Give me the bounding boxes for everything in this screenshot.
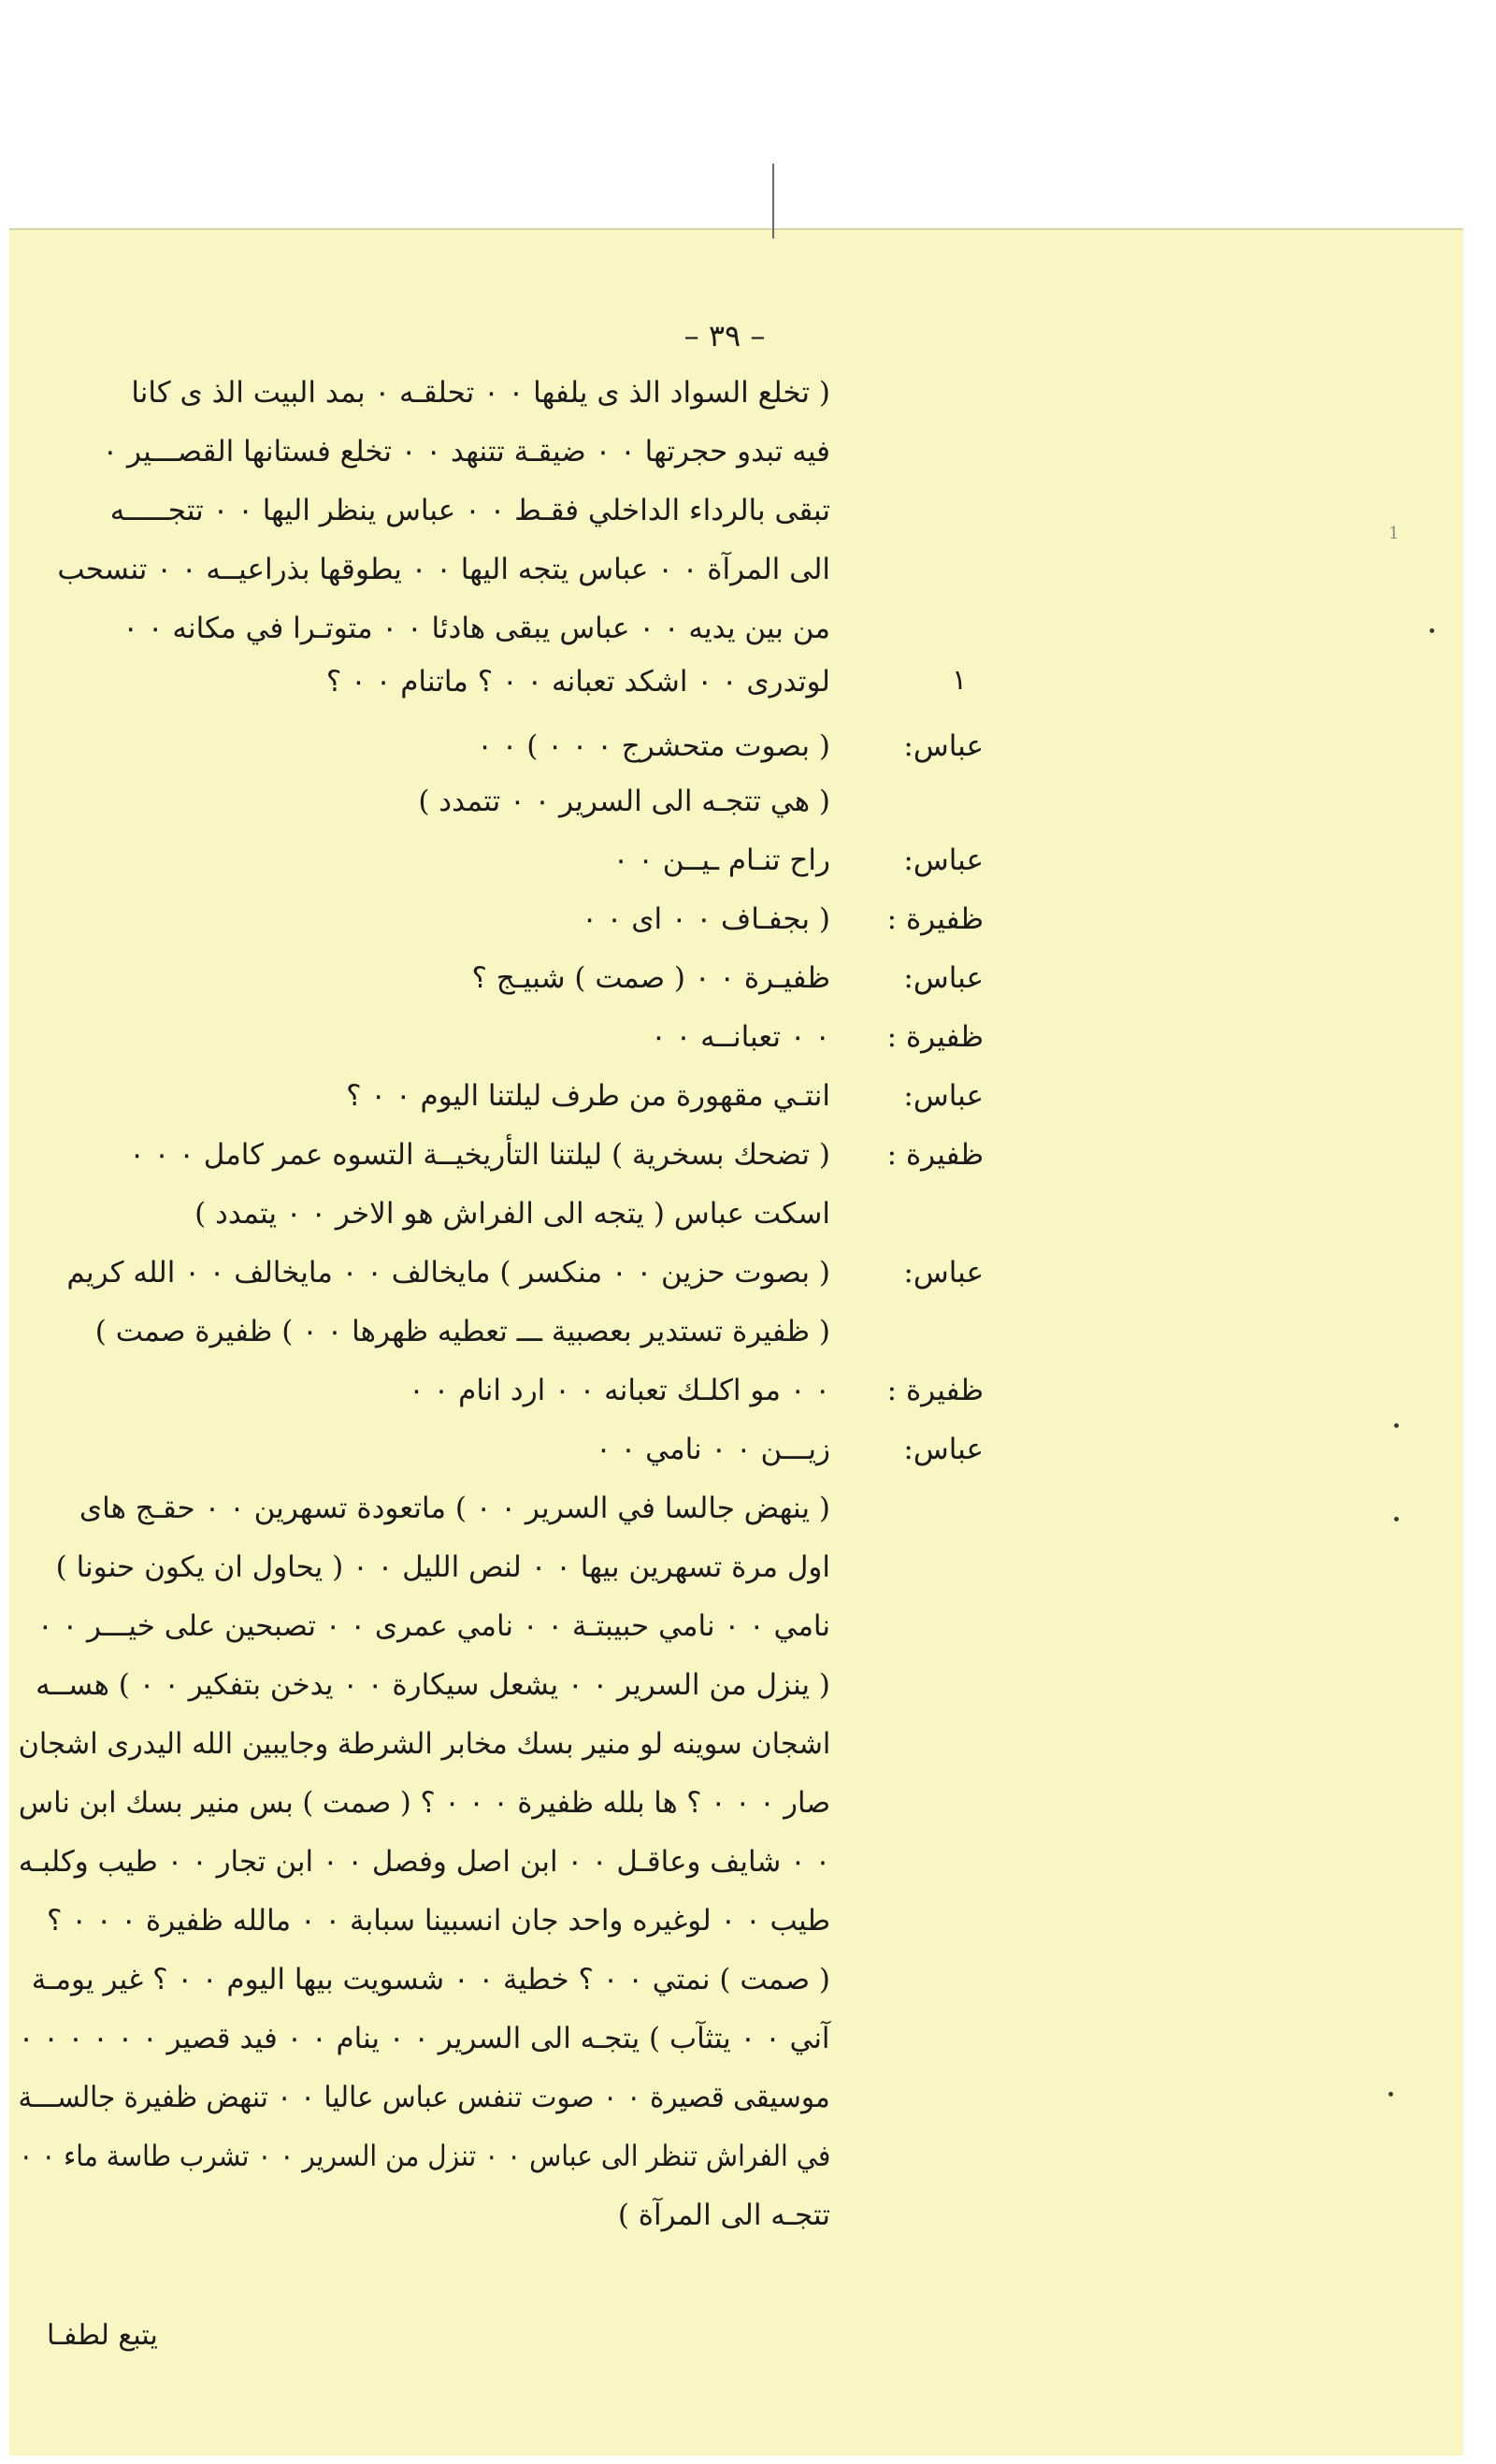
text-line: ٠ ٠ شايف وعاقـل ٠ ٠ ابن اصل وفصل ٠ ٠ ابن تجار ٠ ٠ طيب وكلبـه bbox=[18, 1845, 830, 1879]
speaker-label: عباس: bbox=[903, 843, 984, 877]
speaker-label: عباس: bbox=[903, 729, 984, 763]
text-line: اول مرة تسهرين بيها ٠ ٠ لنص الليل ٠ ٠ ( يحاول ان يكون حنونا ) bbox=[55, 1550, 830, 1584]
speaker-label: ظفيرة : bbox=[886, 1020, 984, 1054]
text-line: ( ينزل من السرير ٠ ٠ يشعل سيكارة ٠ ٠ يدخن بتفكير ٠ ٠ ) هســه bbox=[36, 1668, 830, 1702]
text-line: ( بجفـاف ٠ ٠ اى ٠ ٠ bbox=[582, 902, 830, 936]
speaker-label: عباس: bbox=[903, 1433, 984, 1466]
text-line: ظفيـرة ٠ ٠ ( صمت ) شبيـج ؟ bbox=[471, 961, 830, 995]
page-number: – ٣٩ – bbox=[683, 318, 766, 353]
text-line: فيه تبدو حجرتها ٠ ٠ ضيقـة تتنهد ٠ ٠ تخلع فستانها القصـــير ٠ bbox=[102, 435, 830, 468]
speaker-label: ظفيرة : bbox=[886, 1374, 984, 1407]
text-line: تبقى بالرداء الداخلي فقـط ٠ ٠ عباس ينظر اليها ٠ ٠ تتجـــــه bbox=[109, 494, 830, 527]
speaker-label: عباس: bbox=[903, 1256, 984, 1290]
text-line: راح تنـام ـيــن ٠ ٠ bbox=[612, 843, 830, 877]
text-line: صار ٠ ٠ ٠ ؟ ها بلله ظفيرة ٠ ٠ ٠ ؟ ( صمت ) بس منير بسك ابن ناس bbox=[18, 1786, 830, 1820]
margin-digit: ١ bbox=[952, 664, 968, 697]
text-line: لوتدرى ٠ ٠ اشكد تعبانه ٠ ٠ ؟ ماتنام ٠ ٠ ؟ bbox=[325, 665, 830, 699]
margin-digit-small: 1 bbox=[1388, 524, 1400, 543]
text-line: آني ٠ ٠ يتثآب ) يتجـه الى السرير ٠ ٠ ينام ٠ ٠ فيد قصير ٠ ٠ ٠ ٠ ٠ ٠ bbox=[19, 2022, 830, 2055]
text-line: ( ظفيرة تستدير بعصبية ـــ تعطيه ظهرها ٠ ٠ ) ظفيرة صمت ) bbox=[94, 1315, 830, 1348]
text-line: ( ينهض جالسا في السرير ٠ ٠ ) ماتعودة تسهرين ٠ ٠ حقـج هاى bbox=[79, 1491, 830, 1525]
text-line: اسكت عباس ( يتجه الى الفراش هو الاخر ٠ ٠ يتمدد ) bbox=[194, 1197, 830, 1231]
text-line: الى المرآة ٠ ٠ عباس يتجه اليها ٠ ٠ يطوقها بذراعيــه ٠ ٠ تنسحب bbox=[57, 553, 830, 586]
text-line: ( هي تتجـه الى السرير ٠ ٠ تتمدد ) bbox=[418, 785, 830, 818]
text-line: زيـــن ٠ ٠ نامي ٠ ٠ bbox=[596, 1433, 830, 1466]
text-line: اشجان سوينه لو منير بسك مخابر الشرطة وجايبين الله اليدرى اشجان bbox=[18, 1727, 830, 1761]
text-line: موسيقى قصيرة ٠ ٠ صوت تنفس عباس عاليا ٠ ٠ تنهض ظفيرة جالســـة bbox=[18, 2081, 830, 2114]
speaker-label: عباس: bbox=[903, 1079, 984, 1113]
text-line: من بين يديه ٠ ٠ عباس يبقى هادئا ٠ ٠ متوتـرا في مكانه ٠ ٠ bbox=[122, 612, 830, 645]
text-line: طيب ٠ ٠ لوغيره واحد جان انسبينا سبابة ٠ ٠ مالله ظفيرة ٠ ٠ ٠ ؟ bbox=[47, 1904, 830, 1938]
text-line: تتجـه الى المرآة ) bbox=[617, 2198, 830, 2232]
speaker-label: عباس: bbox=[903, 961, 984, 995]
text-line: ٠ ٠ مو اكلـك تعبانه ٠ ٠ ارد انام ٠ ٠ bbox=[409, 1374, 830, 1407]
text-line: نامي ٠ ٠ نامي حبيبتـة ٠ ٠ نامي عمرى ٠ ٠ تصبحين على خيـــر ٠ ٠ bbox=[36, 1609, 830, 1643]
text-line: ( بصوت حزين ٠ ٠ منكسر ) مايخالف ٠ ٠ مايخالف ٠ ٠ الله كريم bbox=[66, 1256, 830, 1290]
speaker-label: ظفيرة : bbox=[886, 902, 984, 936]
text-line: ٠ ٠ تعبانــه ٠ ٠ bbox=[651, 1020, 830, 1054]
text-line: ( تضحك بسخرية ) ليلتنا التأريخيــة التسوه عمر كامل ٠ ٠ ٠ bbox=[129, 1138, 830, 1172]
speaker-label: ظفيرة : bbox=[886, 1138, 984, 1172]
text-line: ( صمت ) نمتي ٠ ٠ ؟ خطية ٠ ٠ شسويت بيها اليوم ٠ ٠ ؟ غير يومـة bbox=[31, 1963, 830, 1996]
continued-note: يتبع لطفـا bbox=[47, 2319, 158, 2352]
text-line: ( تخلع السواد الذ ى يلفها ٠ ٠ تحلقـه ٠ بمد البيت الذ ى كانا bbox=[131, 376, 830, 410]
text-line: ( بصوت متحشرج ٠ ٠ ٠ ) ٠ ٠ bbox=[477, 729, 830, 763]
text-line: في الفراش تنظر الى عباس ٠ ٠ تنزل من السرير ٠ ٠ تشرب طاسة ماء ٠ ٠ bbox=[18, 2140, 830, 2173]
text-line: انتـي مقهورة من طرف ليلتنا اليوم ٠ ٠ ؟ bbox=[346, 1079, 830, 1113]
